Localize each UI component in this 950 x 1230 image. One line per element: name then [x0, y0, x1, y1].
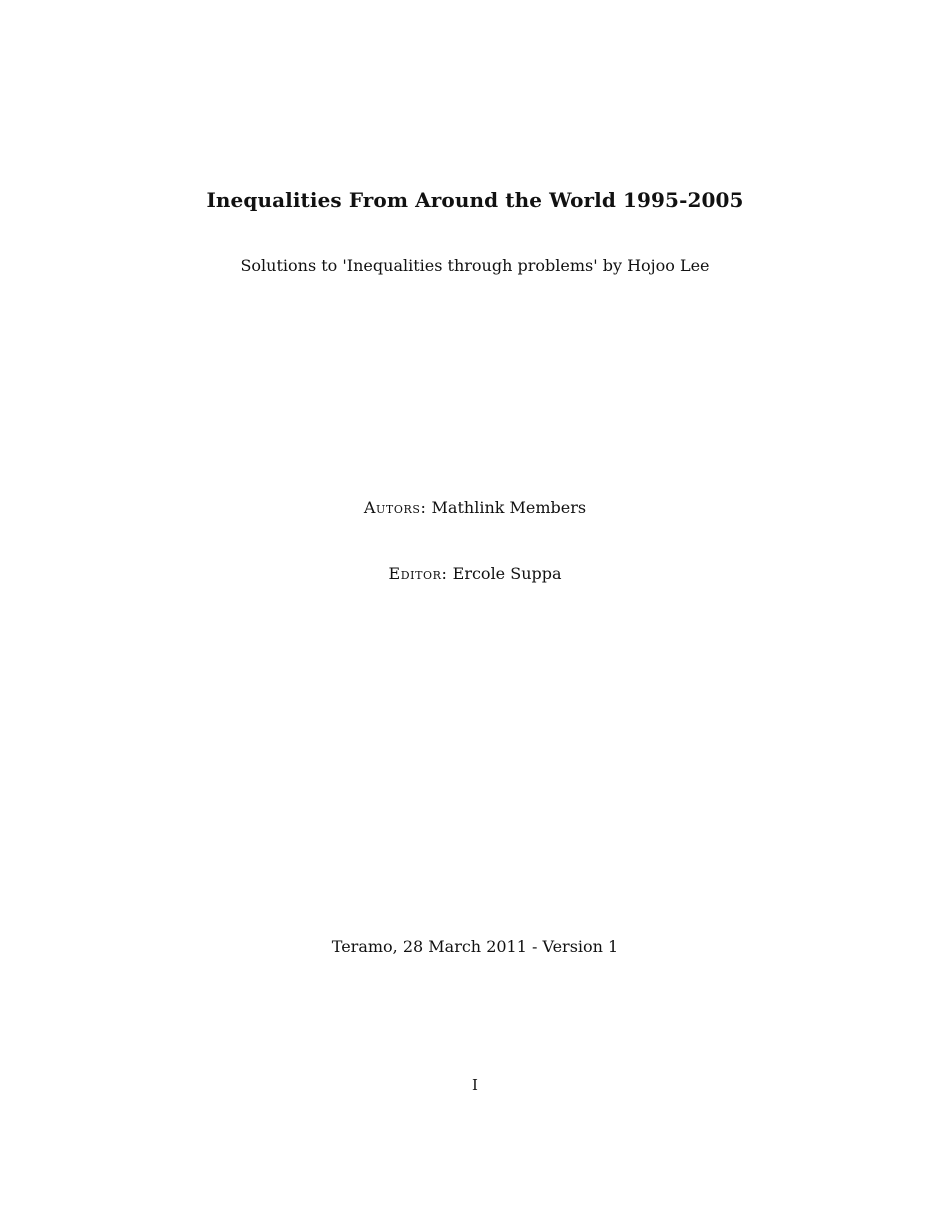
editor-line [0, 564, 950, 583]
authors-value: Mathlink Members [431, 498, 587, 517]
place-date-version: Teramo, 28 March 2011 - Version 1 [331, 937, 619, 956]
page-number: I [472, 1076, 478, 1094]
editor-value: Ercole Suppa [452, 564, 562, 583]
authors-label: Autors: [363, 498, 427, 517]
authors-line [0, 498, 950, 517]
document-title: Inequalities From Around the World 1995-2005 [206, 188, 744, 212]
document-subtitle: Solutions to 'Inequalities through problems' by Hojoo Lee [240, 256, 710, 275]
editor-label: Editor: [388, 564, 448, 583]
